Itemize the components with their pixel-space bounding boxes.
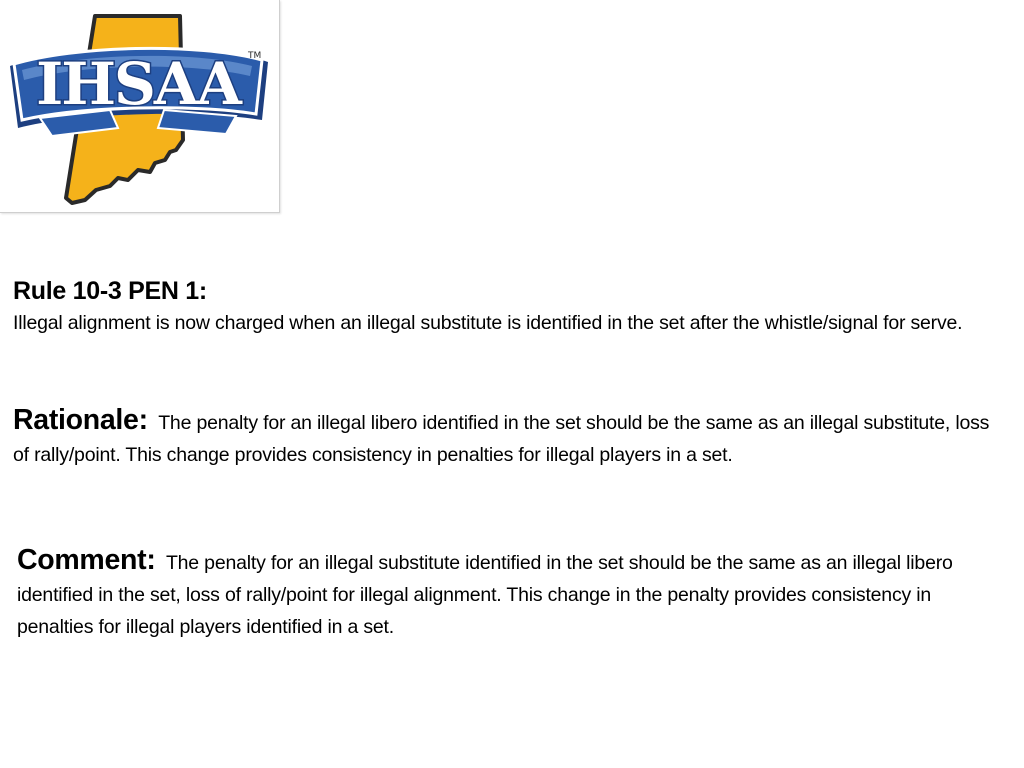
comment-paragraph bbox=[17, 544, 1007, 643]
rationale-paragraph bbox=[13, 404, 1003, 471]
rule-body: Illegal alignment is now charged when an illegal substitute is identified in the set after the whistle/signal for serve. bbox=[13, 312, 963, 334]
rationale-body: The penalty for an illegal libero identified in the set should be the same as an illegal substitute, loss of rally/point. This change provides consistency in penalties for illegal players in a set. bbox=[13, 412, 990, 466]
ihsaa-logo-graphic bbox=[0, 0, 279, 212]
comment-body: The penalty for an illegal substitute identified in the set should be the same as an illegal libero identified in the set, loss of rally/point for illegal alignment. This change in the penalty provides consistency in penalties for illegal players identified in a set. bbox=[17, 552, 953, 638]
trademark-mark: TM bbox=[248, 51, 262, 61]
comment-label: Comment: bbox=[17, 544, 156, 576]
comment-section bbox=[17, 544, 1007, 643]
ihsaa-logo bbox=[0, 0, 280, 213]
rule-heading: Rule 10-3 PEN 1: bbox=[13, 277, 207, 305]
rule-section bbox=[13, 274, 1003, 339]
logo-letters: IHSAA bbox=[36, 50, 240, 118]
rationale-label: Rationale: bbox=[13, 404, 148, 436]
rationale-section bbox=[13, 404, 1003, 471]
